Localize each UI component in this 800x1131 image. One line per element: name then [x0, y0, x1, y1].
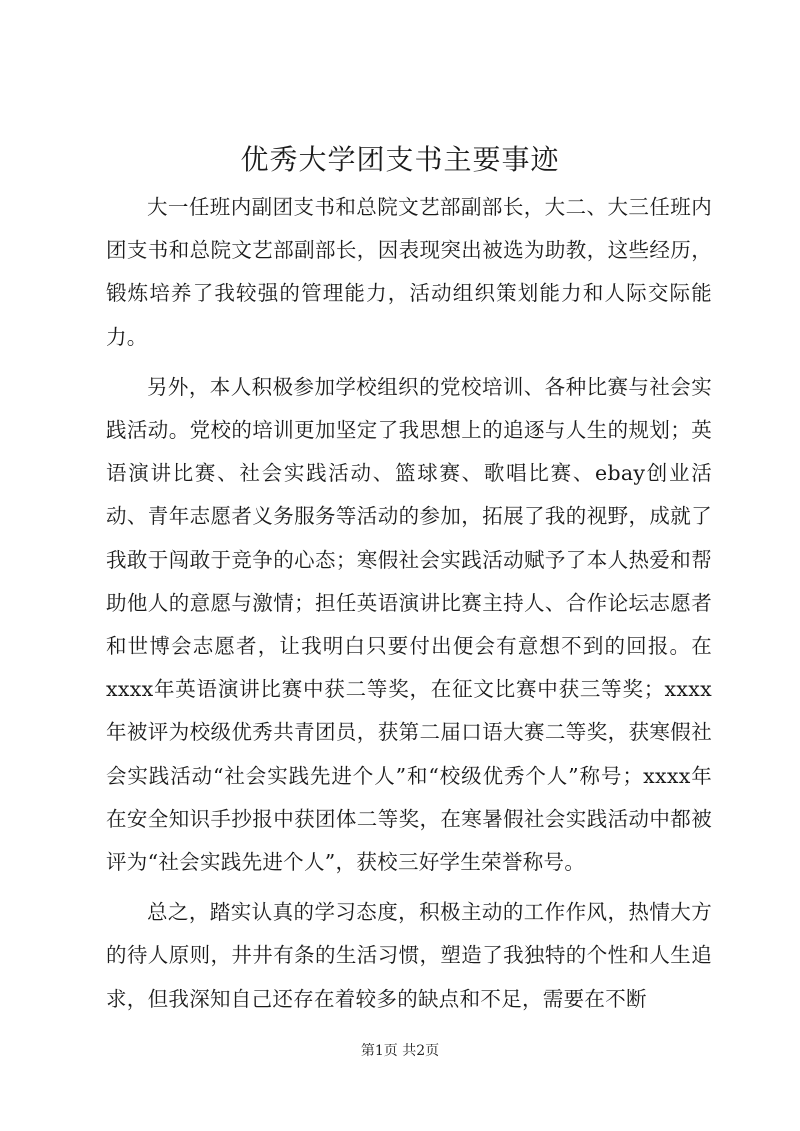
- document-body: [106, 186, 712, 1028]
- paragraph-2: 另外，本人积极参加学校组织的党校培训、各种比赛与社会实践活动。党校的培训更加坚定了我思想上的追逐与人生的规划；英语演讲比赛、社会实践活动、篮球赛、歌唱比赛、ebay创业活动、青年志愿者义务服务等活动的参加，拓展了我的视野，成就了我敢于闯敢于竞争的心态；寒假社会实践活动赋予了本人热爱和帮助他人的意愿与激情；担任英语演讲比赛主持人、合作论坛志愿者和世博会志愿者，让我明白只要付出便会有意想不到的回报。在xxxx年英语演讲比赛中获二等奖，在征文比赛中获三等奖；xxxx年被评为校级优秀共青团员，获第二届口语大赛二等奖，获寒假社会实践活动“社会实践先进个人”和“校级优秀个人”称号；xxxx年在安全知识手抄报中获团体二等奖，在寒暑假社会实践活动中都被评为“社会实践先进个人”，获校三好学生荣誉称号。: [106, 374, 712, 875]
- page-number-footer: 第1页 共2页: [360, 1043, 440, 1059]
- paragraph-3: 总之，踏实认真的学习态度，积极主动的工作作风，热情大方的待人原则，井井有条的生活习惯，塑造了我独特的个性和人生追求，但我深知自己还存在着较多的缺点和不足，需要在不断: [106, 900, 712, 1011]
- paragraph-1: 大一任班内副团支书和总院文艺部副部长，大二、大三任班内团支书和总院文艺部副部长，因表现突出被选为助教，这些经历，锻炼培养了我较强的管理能力，活动组织策划能力和人际交际能力。: [106, 195, 712, 349]
- document-title: 优秀大学团支书主要事迹: [240, 143, 560, 176]
